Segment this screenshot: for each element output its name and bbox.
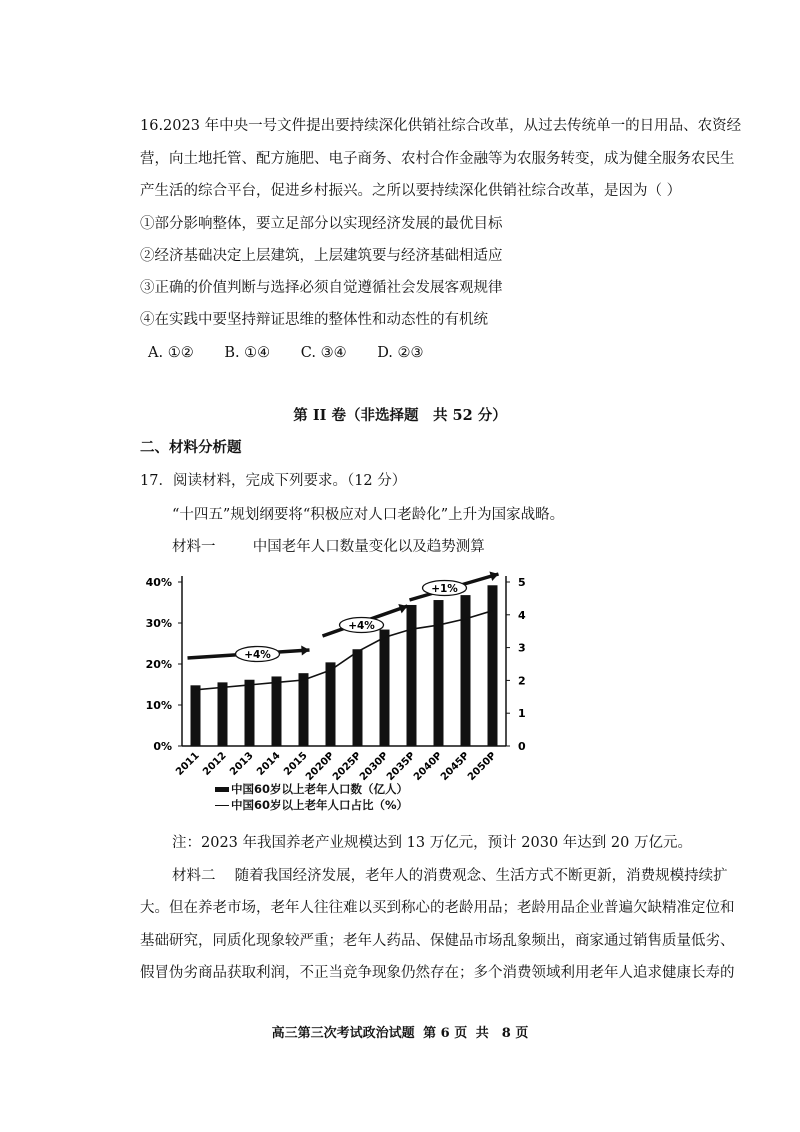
- q16-stem-line-3: 产生活的综合平台，促进乡村振兴。之所以要持续深化供销社综合改革，是因为（ ）: [140, 183, 682, 199]
- choice-c: C. ③④: [300, 345, 347, 361]
- page-footer: [0, 1022, 800, 1041]
- footer-page: 第 6 页: [423, 1026, 468, 1041]
- footer-exam: 高三第三次考试政治试题: [271, 1026, 415, 1041]
- material1-title: 中国老年人口数量变化以及趋势测算: [252, 539, 485, 555]
- q16-option-3: ③正确的价值判断与选择必须自觉遵循社会发展客观规律: [140, 280, 503, 296]
- bar-2050P: [488, 585, 498, 746]
- category-label: 2045P: [438, 750, 472, 783]
- material2-line-3: 基础研究，同质化现象较严重；老年人药品、保健品市场乱象频出，商家通过销售质量低劣、: [140, 933, 735, 949]
- q16-stem-line-2: 营，向土地托管、配方施肥、电子商务、农村合作金融等为农服务转变，成为健全服务农民生: [140, 151, 735, 167]
- material2-line-2: 大。但在养老市场，老年人往往难以买到称心的老龄用品；老龄用品企业普遍欠缺精准定位和: [140, 900, 735, 916]
- bar-2013: [245, 680, 255, 746]
- bar-2015: [299, 673, 309, 746]
- bar-2012: [218, 682, 228, 746]
- q17-intro: “十四五”规划纲要将“积极应对人口老龄化”上升为国家战略。: [172, 507, 565, 523]
- category-label: 2014: [255, 750, 283, 778]
- legend-item-bar: [215, 781, 408, 797]
- left-tick-label: 20%: [145, 658, 172, 671]
- left-tick-label: 10%: [145, 699, 172, 712]
- q16-option-2: ②经济基础决定上层建筑，上层建筑要与经济基础相适应: [140, 248, 503, 264]
- bar-2030P: [380, 630, 390, 746]
- material1-label: 材料一: [172, 539, 216, 555]
- q16-option-1: ①部分影响整体，要立足部分以实现经济发展的最优目标: [140, 216, 503, 232]
- category-label: 2011: [174, 750, 202, 778]
- q16-choices: [148, 343, 450, 363]
- trend-label: +1%: [431, 583, 458, 595]
- left-tick-label: 40%: [145, 576, 172, 589]
- category-label: 2020P: [303, 750, 337, 783]
- left-tick-label: 0%: [153, 740, 172, 753]
- right-tick-label: 3: [518, 641, 526, 655]
- bar-2040P: [434, 600, 444, 746]
- q16-option-4: ④在实践中要坚持辩证思维的整体性和动态性的有机统: [140, 312, 488, 328]
- material2-line-4: 假冒伪劣商品获取利润，不正当竞争现象仍然存在；多个消费领域利用老年人追求健康长寿的: [140, 965, 735, 981]
- category-label: 2035P: [384, 750, 418, 783]
- category-label: 2012: [201, 750, 229, 778]
- section2-title: 第 II 卷（非选择题 共 52 分）: [293, 407, 507, 424]
- footer-total: 共 8 页: [475, 1026, 529, 1041]
- legend-line-swatch: [215, 805, 229, 807]
- trend-arrow-1-head: [301, 646, 309, 656]
- right-tick-label: 4: [518, 608, 526, 622]
- choice-d: D. ②③: [377, 345, 424, 361]
- right-tick-label: 5: [518, 576, 526, 589]
- q16-stem-line-1: 16.2023 年中央一号文件提出要持续深化供销社综合改革，从过去传统单一的日用品、农资经: [140, 118, 742, 134]
- right-tick-label: 2: [518, 674, 526, 688]
- bar-2035P: [407, 605, 417, 746]
- q17-note: 注：2023 年我国养老产业规模达到 13 万亿元，预计 2030 年达到 20 万亿元。: [172, 835, 692, 851]
- choice-a: A. ①②: [148, 345, 194, 361]
- section2-heading: 二、材料分析题: [140, 439, 242, 456]
- category-label: 2015: [282, 750, 310, 778]
- material1-heading: [172, 537, 485, 557]
- legend-bar-label: 中国60岁以上老年人口数（亿人）: [231, 782, 409, 796]
- legend-line-label: 中国60岁以上老年人口占比（%）: [231, 798, 409, 812]
- material2-line-1: 材料二 随着我国经济发展，老年人的消费观念、生活方式不断更新，消费规模持续扩: [172, 868, 728, 884]
- legend-bar-swatch: [215, 787, 229, 792]
- left-tick-label: 30%: [145, 617, 172, 630]
- bar-2014: [272, 676, 282, 746]
- bar-2025P: [353, 649, 363, 746]
- category-label: 2040P: [411, 750, 445, 783]
- bar-2020P: [326, 662, 336, 746]
- right-tick-label: 0: [518, 740, 526, 753]
- q17-stem: 17．阅读材料，完成下列要求。（12 分）: [140, 473, 407, 489]
- category-label: 2050P: [465, 750, 499, 783]
- category-label: 2025P: [330, 750, 364, 783]
- choice-b: B. ①④: [224, 345, 271, 361]
- category-label: 2030P: [357, 750, 391, 783]
- trend-label: +4%: [348, 620, 375, 632]
- bar-2011: [191, 685, 201, 746]
- category-label: 2013: [228, 750, 256, 778]
- legend-item-line: [215, 797, 408, 813]
- right-tick-label: 1: [518, 707, 526, 721]
- trend-label: +4%: [244, 649, 271, 661]
